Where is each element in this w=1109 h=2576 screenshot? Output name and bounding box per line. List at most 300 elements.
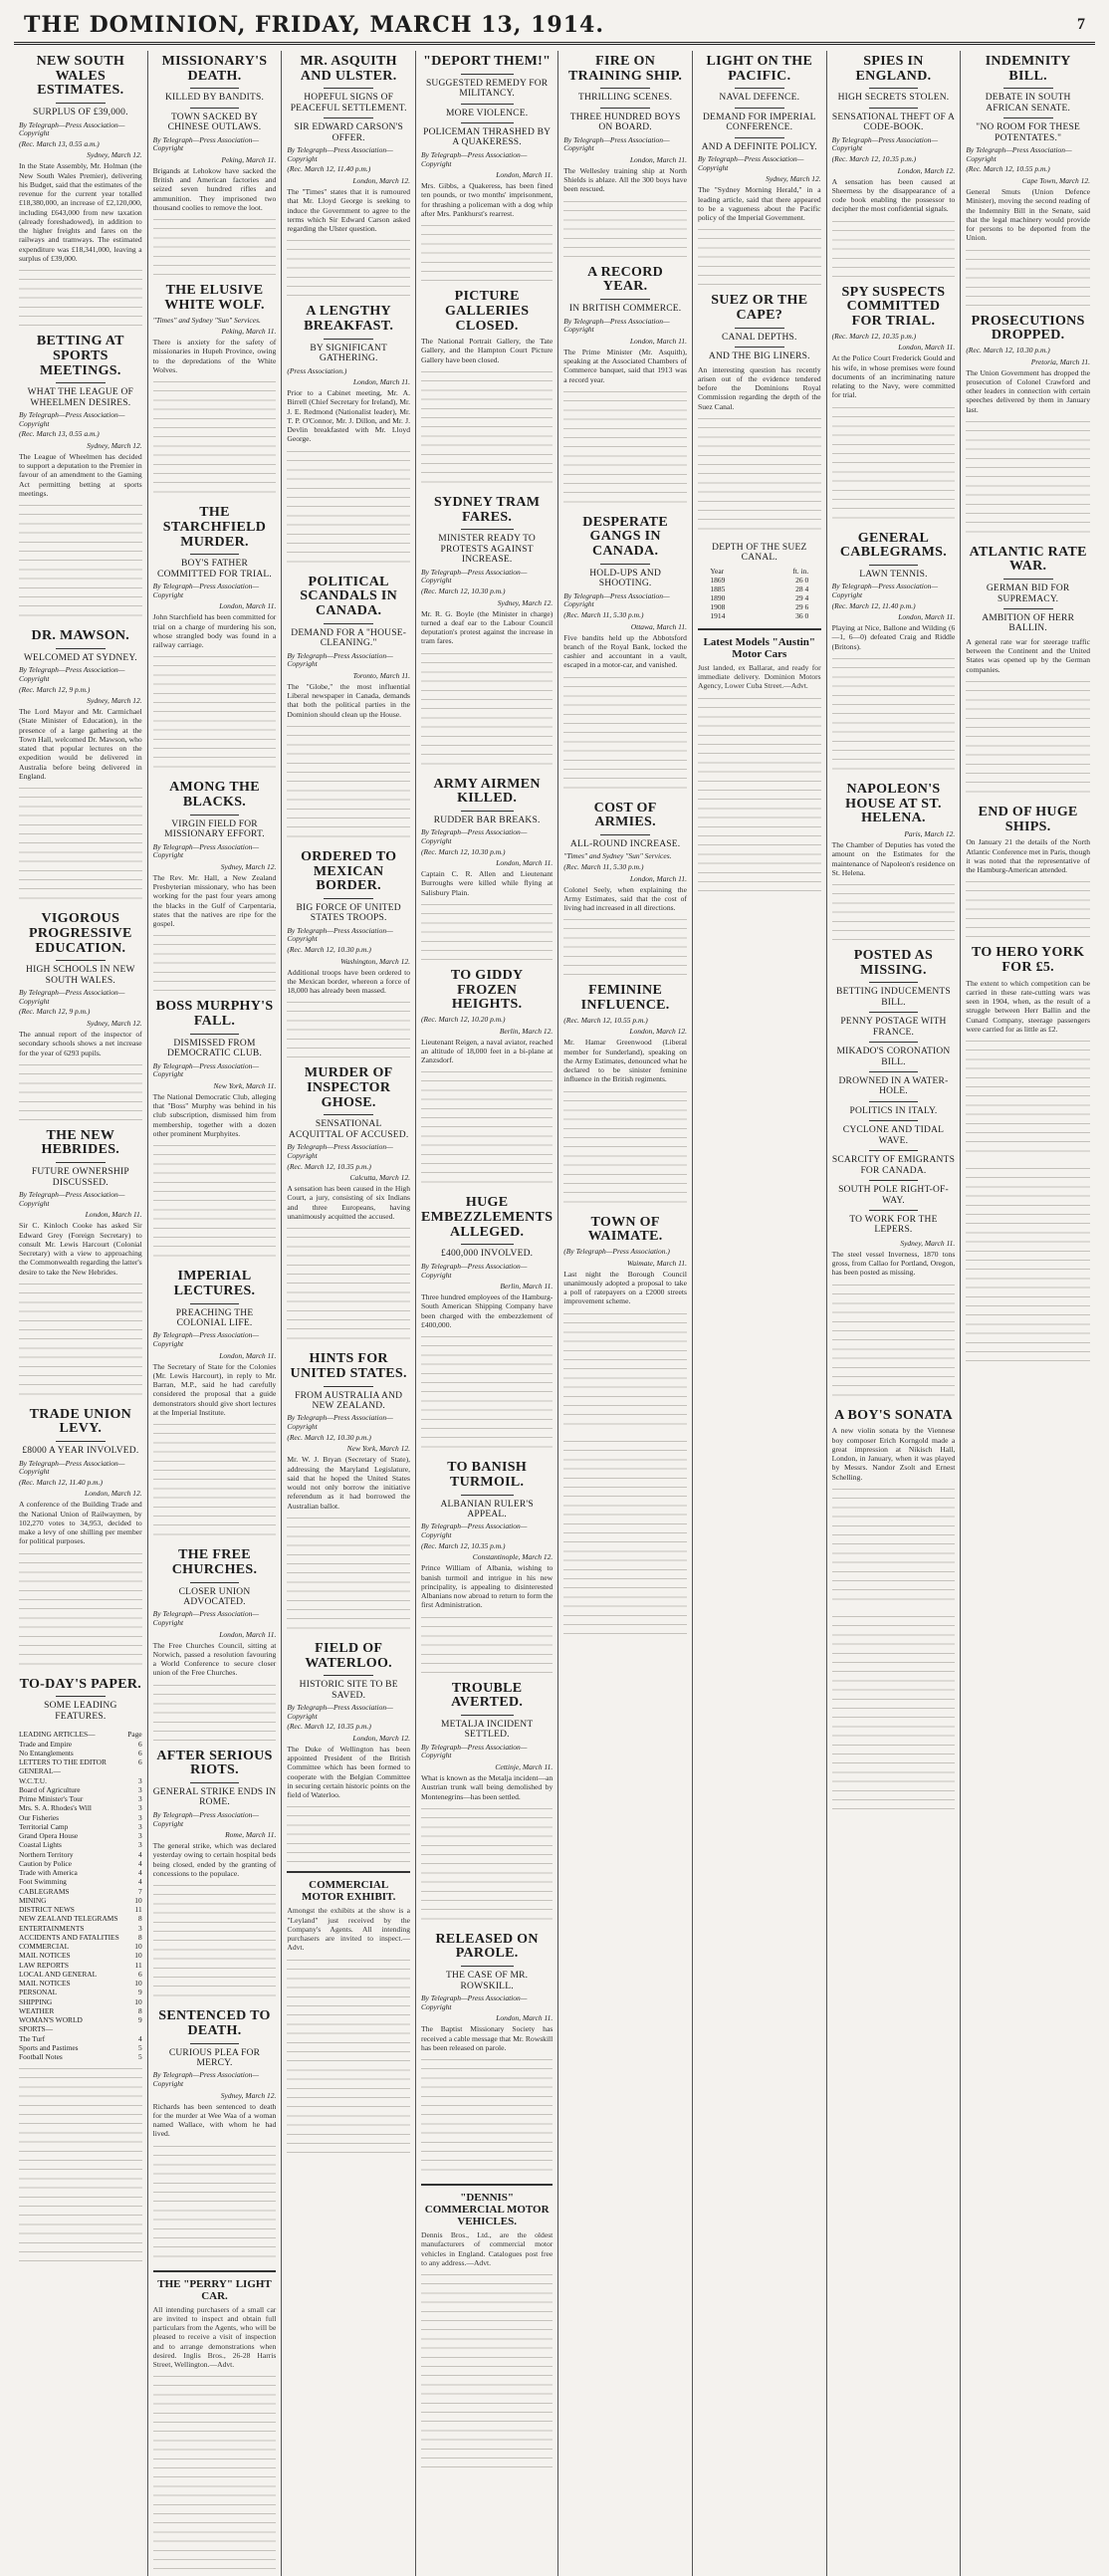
headline: AMONG THE BLACKS.	[169, 780, 260, 811]
article-body: A general rate war for steerage traffic between the Continent and the United States was opened up by the German companies.	[966, 636, 1090, 674]
dateline: London, March 11.	[352, 377, 411, 387]
dateline: Cettinje, March 11.	[495, 1762, 554, 1771]
credit-line: By Telegraph—Press Association—Copyright	[287, 1142, 393, 1160]
divider	[461, 529, 514, 530]
article	[421, 496, 553, 770]
headline: SENTENCED TO DEATH.	[158, 2008, 271, 2038]
dateline: London, March 11.	[219, 601, 277, 611]
article	[19, 1678, 142, 1723]
index-item	[19, 1970, 142, 1979]
subheading: WELCOMED AT SYDNEY.	[23, 652, 137, 663]
dateline: Berlin, March 12.	[499, 1026, 554, 1036]
subheading: CURIOUS PLEA FOR MERCY.	[168, 2047, 261, 2068]
received-time: (Rec. March 12, 10.35 p.m.)	[287, 1161, 371, 1171]
article	[421, 55, 553, 282]
advert-headline: THE "PERRY" LIGHT CAR.	[157, 2277, 272, 2302]
subheading: ALL-ROUND INCREASE.	[569, 838, 681, 849]
index-page: 8	[137, 1914, 142, 1924]
index-page: 3	[137, 1812, 142, 1822]
index-page: 3	[137, 1784, 142, 1794]
article-text-continued	[287, 1515, 410, 1634]
article-body: The National Portrait Gallery, the Tate Gallery, and the Hampton Court Picture Gallery have been closed.	[421, 337, 554, 364]
page-number: 7	[1077, 16, 1085, 33]
divider	[600, 108, 649, 109]
subheading: SOUTH POLE RIGHT-OF-WAY.	[838, 1185, 949, 1206]
received-time: (Rec. March 12, 11.40 p.m.)	[831, 600, 916, 610]
subheading: DEMAND FOR IMPERIAL CONFERENCE.	[703, 112, 816, 133]
article-text-continued	[19, 267, 142, 327]
divider	[56, 382, 105, 383]
article	[153, 1000, 277, 1262]
headline: DESPERATE GANGS IN CANADA.	[582, 514, 668, 560]
table-header	[710, 567, 808, 576]
masthead-title: THE DOMINION, FRIDAY, MARCH 13, 1914.	[24, 12, 604, 38]
headline: INDEMNITY BILL.	[985, 54, 1071, 84]
index-page: 6	[137, 1969, 142, 1979]
article-body: The Lord Mayor and Mr. Carmichael (State Minister of Education), in the presence of a large gathering at the Town Hall, welcomed Dr. Mawson, who stated that popular lectures on the expedition would be delivered in Australia before being delivered in England.	[19, 707, 142, 781]
received-time: (Rec. March 12, 10.55 p.m.)	[966, 164, 1050, 174]
received-time: (Rec. March 12, 10.30 p.m.)	[421, 585, 506, 595]
article	[563, 55, 687, 258]
index-page: 3	[137, 1775, 142, 1785]
received-time: (Rec. March 12, 10.30 p.m.)	[287, 1432, 371, 1442]
index-item	[19, 2043, 142, 2052]
divider	[869, 982, 918, 983]
subheading: BIG FORCE OF UNITED STATES TROOPS.	[296, 902, 401, 924]
headline: TROUBLE AVERTED.	[451, 1680, 524, 1711]
divider	[190, 1582, 239, 1583]
article	[19, 55, 142, 327]
article-body: Three hundred employees of the Hamburg-South American Shipping Company have been charged with the embezzlement of £400,000.	[421, 1292, 554, 1329]
index-item	[19, 1988, 142, 1996]
headline: TO-DAY'S PAPER.	[19, 1676, 142, 1692]
subheading: £8000 A YEAR INVOLVED.	[22, 1446, 139, 1457]
index-page: 3	[137, 1831, 142, 1840]
headline: TRADE UNION LEVY.	[29, 1406, 132, 1437]
headline: SYDNEY TRAM FARES.	[433, 494, 541, 525]
index-item	[19, 1749, 142, 1757]
article-body: There is anxiety for the safety of missionaries in Hupeh Province, owing to the depredations of the White Wolves.	[152, 338, 277, 374]
index-page: 3	[137, 1803, 142, 1813]
index-item	[19, 1831, 142, 1840]
article-text-continued	[832, 881, 956, 941]
article	[421, 1196, 553, 1453]
headline: LIGHT ON THE PACIFIC.	[706, 54, 813, 84]
table-row	[710, 611, 808, 620]
article-body: The annual report of the inspector of secondary schools shows a net increase for the year of 6293 pupils.	[19, 1030, 142, 1057]
dateline: London, March 11.	[496, 2013, 554, 2023]
article-body: The "Globe," the most influential Liberal newspaper in Canada, demands that both the political parties in the Dominion should clean up the House.	[287, 681, 411, 719]
credit-line: By Telegraph—Press Association—Copyright	[421, 1522, 528, 1539]
table-value: 29 6	[795, 601, 809, 611]
subheading: PENNY POSTAGE WITH FRANCE.	[840, 1017, 947, 1038]
headline: MURDER OF INSPECTOR GHOSE.	[304, 1065, 393, 1110]
divider	[461, 1495, 514, 1496]
index-page: 10	[134, 1996, 142, 2006]
divider	[869, 1101, 918, 1102]
divider	[1003, 117, 1053, 118]
dateline: London, March 11.	[496, 858, 554, 868]
index-item	[19, 1803, 142, 1812]
article-text-continued	[153, 1142, 277, 1262]
divider	[324, 339, 372, 340]
article	[153, 284, 277, 498]
article-text-continued	[832, 1486, 956, 1605]
subheading: SENSATIONAL ACQUITTAL OF ACCUSED.	[288, 1119, 409, 1140]
subheading: FUTURE OWNERSHIP DISCUSSED.	[31, 1167, 129, 1188]
article-text-continued	[19, 502, 142, 621]
subheading: VIRGIN FIELD FOR MISSIONARY EFFORT.	[164, 819, 265, 840]
subheading: HIGH SECRETS STOLEN.	[837, 93, 950, 104]
subheading: TO WORK FOR THE LEPERS.	[849, 1214, 938, 1236]
dateline: Peking, March 11.	[221, 154, 277, 164]
divider	[324, 1675, 372, 1676]
column-text-continued	[832, 1613, 956, 1812]
table-value: 26 0	[795, 575, 809, 585]
article	[287, 1352, 410, 1634]
article-text-continued	[287, 1225, 410, 1344]
dateline: London, March 11.	[629, 154, 687, 164]
dateline: London, March 11.	[219, 1350, 277, 1360]
headline: RELEASED ON PAROLE.	[435, 1931, 539, 1962]
article-text-continued	[421, 1068, 553, 1188]
index-page: 10	[134, 1942, 142, 1951]
article	[421, 1682, 553, 1925]
dateline: Toronto, March 11.	[352, 670, 411, 680]
divider	[600, 564, 649, 565]
index-item	[19, 1924, 142, 1933]
article-body: The general strike, which was declared yesterday owing to certain hospital beds being closed, ended by the granting of concessions to the populace.	[152, 1841, 277, 1878]
received-time: (Rec. March 13, 0.55 a.m.)	[19, 429, 100, 439]
index-item	[19, 1785, 142, 1794]
subheading: LAWN TENNIS.	[859, 569, 928, 580]
subheading: THRILLING SCENES.	[578, 93, 673, 104]
article-body: Last night the Borough Council unanimously adopted a proposal to take a poll of ratepayers on a £2000 streets improvement scheme.	[563, 1269, 687, 1306]
divider	[869, 1012, 918, 1013]
headline: HUGE EMBEZZLEMENTS ALLEGED.	[421, 1195, 554, 1240]
divider	[324, 117, 372, 118]
article-body: Five bandits held up the Abbotsford branch of the Royal Bank, locked the cashier and accountant in a vault, escaped in a motor-car, and vanished.	[563, 632, 687, 670]
index-page: 6	[137, 1757, 142, 1766]
column-text-continued	[19, 2065, 142, 2264]
headline: DR. MAWSON.	[31, 628, 130, 644]
divider	[869, 1071, 918, 1072]
table-value: 29 4	[795, 592, 809, 602]
index-label: NEW ZEALAND TELEGRAMS	[19, 1914, 118, 1924]
divider	[869, 1120, 918, 1121]
divider	[190, 1303, 239, 1304]
subheading: MIKADO'S CORONATION BILL.	[836, 1047, 951, 1067]
article	[153, 2009, 277, 2262]
index-label: Foot Swimming	[19, 1877, 67, 1887]
article	[832, 1409, 956, 1605]
article-text-continued	[153, 2143, 277, 2262]
headline: SPY SUSPECTS COMMITTED FOR TRIAL.	[841, 284, 946, 329]
article-body: The "Sydney Morning Herald," in a leading article, said that there appeared to be a vagueness about the Pacific policy of the Imperial Government.	[697, 185, 821, 223]
dateline: Paris, March 12.	[904, 829, 956, 838]
received-time: (Rec. March 12, 10.30 p.m.)	[287, 945, 371, 954]
article	[832, 532, 956, 775]
article	[832, 55, 956, 278]
index-label: Coastal Lights	[19, 1840, 62, 1850]
article-text-continued	[421, 650, 553, 770]
divider	[461, 1244, 514, 1245]
headline: GENERAL CABLEGRAMS.	[839, 530, 948, 561]
dateline: Sydney, March 12.	[220, 861, 277, 871]
subheading: GERMAN BID FOR SUPREMACY.	[986, 584, 1070, 604]
advert-body: Amongst the exhibits at the show is a "Leyland" just received by the Company's Agents. All intending purchasers are invited to inspect.—Advt.	[287, 1906, 411, 1953]
dateline: Rome, March 11.	[225, 1830, 277, 1840]
contents-index	[19, 1730, 142, 2061]
subheading: KILLED BY BANDITS.	[164, 93, 265, 104]
subheading: CYCLONE AND TIDAL WAVE.	[842, 1125, 945, 1146]
column	[148, 51, 283, 2576]
article-body: Playing at Nice, Ballone and Wilding (6—1, 6—0) defeated Craig and Riddle (Britons).	[831, 623, 956, 651]
credit-line: By Telegraph—Press Association—Copyright	[421, 1261, 528, 1280]
table-row	[710, 602, 808, 611]
article-body: A sensation has been caused in the High Court, a jury, consisting of six Indians and three Europeans, having unanimously acquitted the accused.	[287, 1184, 411, 1221]
article-body: In the State Assembly, Mr. Holman (the New South Wales Premier), delivering his Budget, said that the estimates of the revenue for the current year totalled £18,380,000, an increase of £2,120,000, including £643,000 from new taxation (already foreshadowed), in addition to the higher freights and fares on the railways and tramways. The estimated expenditure was £18,341,000, leaving a surplus of £39,000.	[19, 161, 142, 263]
article-body: A conference of the Building Trade and the National Union of Railwaymen, by 102,270 votes to 34,953, decided to make a levy of one shilling per member for political purposes.	[19, 1500, 142, 1546]
index-page: 4	[137, 2033, 142, 2043]
divider	[56, 1441, 105, 1442]
advert-headline: COMMERCIAL MOTOR EXHIBIT.	[302, 1879, 396, 1904]
article-body: On January 21 the details of the North Atlantic Conference met in Paris, though it was noted that the representative of the Hamburg-American attended.	[966, 837, 1090, 874]
article-body: The Prime Minister (Mr. Asquith), speaking at the Associated Chambers of Commerce banquet, said that 1913 was a record year.	[563, 347, 687, 384]
divider	[56, 960, 105, 961]
dateline: London, March 12.	[897, 165, 956, 175]
dateline: New York, March 11.	[213, 1080, 277, 1090]
credit-line: By Telegraph—Press Association—Copyright	[19, 410, 125, 428]
subheading: IN BRITISH COMMERCE.	[568, 304, 682, 315]
credit-line: By Telegraph—Press Association—Copyright	[152, 582, 260, 599]
article-text-continued	[287, 999, 410, 1058]
index-item	[19, 1766, 142, 1775]
subheading: DEBATE IN SOUTH AFRICAN SENATE.	[985, 93, 1071, 114]
table-value: 36 0	[795, 610, 809, 620]
index-label: PERSONAL	[19, 1988, 58, 1997]
headline: POLITICAL SCANDALS IN CANADA.	[300, 574, 398, 618]
divider	[869, 1150, 918, 1151]
article-text-continued	[832, 404, 956, 524]
article-body: Mr. W. J. Bryan (Secretary of State), addressing the Maryland Legislature, said that he hoped the United States would not only borrow the initiative referendum as it had borrowed the Australian ballot.	[287, 1455, 411, 1511]
credit-line: By Telegraph—Press Association—Copyright	[152, 134, 260, 153]
index-label: COMMERCIAL	[19, 1942, 70, 1951]
index-item	[19, 2052, 142, 2061]
received-time: (Rec. March 12, 9 p.m.)	[19, 1007, 91, 1017]
index-label: MAIL NOTICES	[19, 1951, 71, 1961]
received-time: (Rec. March 12, 11.40 p.m.)	[287, 164, 371, 174]
subheading: BOY'S FATHER COMMITTED FOR TRIAL.	[157, 559, 272, 580]
article	[153, 1548, 277, 1742]
headline: PROSECUTIONS DROPPED.	[971, 313, 1085, 344]
received-time: (Rec. March 12, 10.35 p.m.)	[421, 1540, 506, 1550]
divider	[600, 834, 649, 835]
article-body: A new violin sonata by the Viennese boy composer Erich Korngold made a great impression at Nikisch Hall, London, in January, when it was played by Messrs. Nandor Zsolt and Ernest Schelling.	[831, 1426, 956, 1482]
article-text-continued	[153, 653, 277, 773]
column	[14, 51, 148, 2576]
index-page: 9	[137, 2015, 142, 2024]
article	[563, 1216, 687, 1430]
article	[421, 290, 553, 488]
received-time: (Rec. March 12, 11.40 p.m.)	[19, 1477, 103, 1487]
headline: ARMY AIRMEN KILLED.	[433, 776, 541, 807]
article-body: Prince William of Albania, wishing to banish turmoil and intrigue in his new principality, is appealing to disinterested Albanians now abroad to return to form the first Administration.	[421, 1563, 554, 1610]
credit-line: By Telegraph—Press Association—Copyright	[831, 134, 939, 153]
index-label: Sports and Pastimes	[19, 2042, 79, 2052]
index-label: WOMAN'S WORLD	[19, 2015, 83, 2024]
article	[153, 1270, 277, 1540]
article-text-continued	[287, 1803, 410, 1863]
subheading: DEMAND FOR A "HOUSE-CLEANING."	[291, 627, 407, 649]
received-time: (Rec. March 13, 0.55 a.m.)	[19, 138, 100, 148]
article	[19, 1408, 142, 1670]
divider	[735, 347, 783, 348]
article-body: Additional troops have been ordered to the Mexican border, whereon a force of 18,000 has already been massed.	[287, 967, 411, 996]
article-text-continued	[563, 674, 687, 794]
dateline: Berlin, March 11.	[500, 1282, 554, 1291]
article-body: The League of Wheelmen has decided to support a deputation to the Premier in favour of an amendment to the Gaming Act permitting betting at sports meetings.	[19, 451, 142, 498]
received-time: (Rec. March 12, 10.35 p.m.)	[831, 331, 917, 341]
article-text-continued	[966, 678, 1090, 798]
index-page: 7	[137, 1886, 142, 1896]
article-text-continued	[563, 1088, 687, 1208]
index-label: SPORTS—	[19, 2024, 54, 2034]
divider	[600, 88, 649, 89]
credit-line: "Times" and Sydney "Sun" Services.	[563, 851, 672, 861]
divider	[869, 88, 918, 89]
headline: FIELD OF WATERLOO.	[305, 1640, 392, 1671]
article	[698, 55, 821, 286]
column-text-continued	[287, 1957, 410, 2156]
credit-line: By Telegraph—Press Association—Copyright	[287, 1413, 393, 1432]
article	[19, 629, 142, 904]
article-body: Mrs. Gibbs, a Quakeress, has been fined ten pounds, or two months' imprisonment, for thrashing a policeman with a dog whip after Mrs. Pankhurst's rearrest.	[421, 181, 554, 218]
headline: BETTING AT SPORTS MEETINGS.	[36, 334, 124, 378]
headline: TO BANISH TURMOIL.	[447, 1460, 528, 1490]
divider	[600, 299, 649, 300]
credit-line: By Telegraph—Press Association—Copyright	[421, 149, 528, 168]
divider	[1003, 579, 1053, 580]
headline: IMPERIAL LECTURES.	[173, 1269, 256, 1298]
received-time: (Rec. March 12, 10.30 p.m.)	[421, 846, 506, 856]
credit-line: By Telegraph—Press Association—Copyright	[152, 1330, 260, 1348]
column-text-continued	[421, 2271, 553, 2470]
index-item	[19, 1822, 142, 1831]
article-text-continued	[966, 1038, 1090, 1157]
index-page: 5	[137, 2042, 142, 2052]
index-page-label: Page	[127, 1730, 142, 1740]
credit-line: By Telegraph—Press Association—Copyright	[966, 145, 1072, 163]
divider	[324, 1386, 372, 1387]
credit-line: By Telegraph—Press Association—Copyright	[152, 2070, 260, 2088]
index-label: Trade with America	[19, 1868, 78, 1877]
index-page: 3	[137, 1821, 142, 1831]
article-text-continued	[563, 198, 687, 258]
index-label: GENERAL—	[19, 1766, 61, 1776]
index-item	[19, 1868, 142, 1877]
index-label: Football Notes	[19, 2052, 63, 2061]
divider	[324, 88, 372, 89]
subheading: GENERAL STRIKE ENDS IN ROME.	[152, 1787, 277, 1808]
article-text-continued	[421, 222, 553, 282]
subheading: MORE VIOLENCE.	[445, 108, 529, 118]
table-row	[710, 576, 808, 585]
article-text-continued	[19, 1061, 142, 1121]
subheading: HISTORIC SITE TO BE SAVED.	[299, 1680, 398, 1701]
credit-line: By Telegraph—Press Association—Copyright	[152, 1609, 260, 1627]
article-body: Mr. R. G. Boyle (the Minister in charge) turned a deaf ear to the Labour Council deputation's protest against the increase in tram fares.	[421, 608, 554, 646]
dateline: Sydney, March 12.	[497, 597, 554, 607]
table-year: 1914	[710, 610, 726, 620]
article	[563, 266, 687, 508]
credit-line: By Telegraph—Press Association—Copyright	[152, 1060, 260, 1079]
article	[832, 286, 956, 524]
subheading: AMBITION OF HERR BALLIN.	[982, 613, 1075, 634]
index-page: 11	[134, 1905, 142, 1914]
headline: NEW SOUTH WALES ESTIMATES.	[36, 54, 125, 99]
article-text-continued	[421, 1333, 553, 1453]
article-text-continued	[287, 448, 410, 568]
headline: POSTED AS MISSING.	[853, 948, 934, 978]
received-time: (Rec. March 12, 9 p.m.)	[19, 684, 91, 694]
headline: VIGOROUS PROGRESSIVE EDUCATION.	[29, 911, 132, 956]
divider	[190, 1782, 239, 1783]
divider	[190, 2043, 239, 2044]
article-body: The National Democratic Club, alleging that "Boss" Murphy was behind in his club subscription, dismissed him from membership, together with a dozen other prominent Murphyites.	[152, 1091, 277, 1138]
index-item	[19, 2034, 142, 2043]
index-label: WEATHER	[19, 2005, 55, 2015]
divider	[56, 1696, 105, 1697]
article-text-continued	[153, 1421, 277, 1540]
column	[558, 51, 693, 2576]
article-text-continued	[966, 878, 1090, 938]
headline: HINTS FOR UNITED STATES.	[290, 1351, 407, 1381]
dateline: London, March 12.	[352, 1733, 411, 1743]
subheading: POLICEMAN THRASHED BY A QUAKERESS.	[423, 127, 552, 148]
divider	[461, 1966, 514, 1967]
headline: A RECORD YEAR.	[587, 264, 664, 295]
article	[153, 55, 277, 276]
article-body: Brigands at Lehokow have sacked the British and American factories and seized seven hundred rifles and ammunition. They imprisoned two thousand coolies to remove the loot.	[152, 165, 277, 212]
index-item	[19, 1877, 142, 1886]
index-item	[19, 1933, 142, 1942]
index-item	[19, 1942, 142, 1951]
article-body: Lieutenant Reigen, a naval aviator, reached an altitude of 18,000 feet in a bi-plane at Zanzsdorf.	[421, 1037, 554, 1065]
article-body: The extent to which competition can be carried in these rate-cutting wars was seen in 1904, when, as the result of a struggle between Herr Ballin and the Cunard Company, steerage passengers were carried for as little as £2.	[966, 978, 1090, 1034]
divider	[56, 103, 105, 104]
article-text-continued	[421, 368, 553, 488]
subheading: DISMISSED FROM DEMOCRATIC CLUB.	[166, 1038, 263, 1059]
credit-line: By Telegraph—Press Association—Copyright	[563, 590, 670, 609]
article	[832, 949, 956, 1401]
headline: ATLANTIC RATE WAR.	[969, 544, 1087, 575]
index-page: 9	[137, 1988, 142, 1997]
subheading: CANAL DEPTHS.	[721, 332, 797, 343]
divider	[461, 104, 514, 105]
article	[563, 984, 687, 1207]
index-page: 8	[137, 1932, 142, 1942]
table-col-value: ft. in.	[792, 566, 809, 576]
index-page: 3	[137, 1923, 142, 1933]
article-text-continued	[19, 1281, 142, 1400]
article	[698, 543, 821, 620]
article-body: The Secretary of State for the Colonies (Mr. Lewis Harcourt), in reply to Mr. Barran, M.P., said he had carefully considered the proposal that a guide demonstrators should give short lectures at the Imperial Institute.	[152, 1361, 277, 1417]
index-item	[19, 1813, 142, 1822]
credit-line: By Telegraph—Press Association—Copyright	[19, 988, 125, 1006]
subheading: AND THE BIG LINERS.	[708, 351, 810, 362]
subheading: ALBANIAN RULER'S APPEAL.	[440, 1499, 534, 1520]
